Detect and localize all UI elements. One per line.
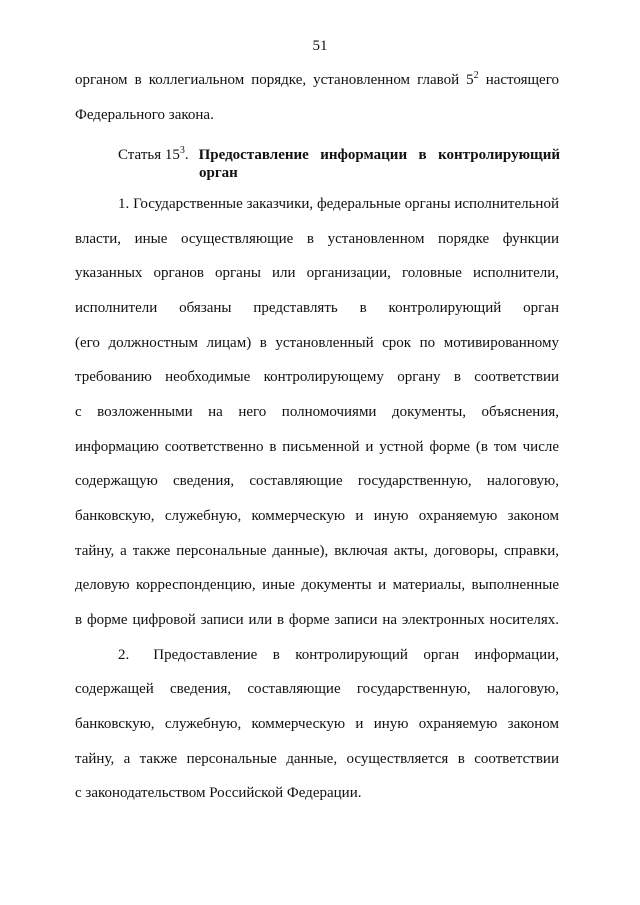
page-number: 51: [312, 38, 328, 54]
paragraph-1-line: 1. Государственные заказчики, федеральные органы исполнительной: [118, 196, 559, 212]
article-heading: [118, 146, 560, 182]
paragraph-2-line: банковскую, служебную, коммерческую и иную охраняемую законом: [75, 716, 559, 732]
paragraph-1-line: банковскую, служебную, коммерческую и иную охраняемую законом: [75, 508, 559, 524]
paragraph-1-line: власти, иные осуществляющие в установленном порядке функции: [75, 231, 559, 247]
paragraph-1-line: с возложенными на него полномочиями документы, объяснения,: [75, 404, 559, 420]
intro-line-1-after: настоящего: [478, 72, 559, 88]
paragraph-1-line: требованию необходимые контролирующему органу в соответствии: [75, 369, 559, 385]
paragraph-1-line: исполнители обязаны представлять в контролирующий орган: [75, 300, 559, 316]
paragraph-2-number: 2.: [118, 647, 130, 663]
paragraph-1-line: указанных органов органы или организации, головные исполнители,: [75, 265, 559, 281]
chapter-superscript: 2: [473, 70, 479, 81]
intro-line-1: [75, 70, 559, 90]
paragraph-2-line: с законодательством Российской Федерации.: [75, 785, 362, 801]
paragraph-1-line: содержащую сведения, составляющие государственную, налоговую,: [75, 473, 559, 489]
paragraph-2-line: тайну, а также персональные данные, осуществляется в соответствии: [75, 751, 559, 767]
article-title-line-1: Предоставление информации в контролирующий: [198, 147, 560, 163]
paragraph-1-line: информацию соответственно в письменной и устной форме (в том числе: [75, 439, 559, 455]
paragraph-1-line: в форме цифровой записи или в форме записи на электронных носителях.: [75, 612, 559, 628]
article-title-line-2: орган: [199, 165, 238, 181]
article-superscript: 3: [179, 145, 185, 156]
intro-line-2: Федерального закона.: [75, 107, 214, 123]
paragraph-2-line: содержащей сведения, составляющие государственную, налоговую,: [75, 681, 559, 697]
article-number: Статья $15^3$.: [118, 145, 189, 163]
paragraph-1-line: деловую корреспонденцию, иные документы и материалы, выполненные: [75, 577, 559, 593]
paragraph-2-first-line-text: Предоставление в контролирующий орган информации,: [153, 647, 559, 663]
paragraph-2-first-line: [118, 645, 559, 665]
paragraph-1-line: (его должностным лицам) в установленный срок по мотивированному: [75, 335, 559, 351]
intro-line-1-before: органом в коллегиальном порядке, установленном главой 5: [75, 72, 474, 88]
paragraph-1-line: тайну, а также персональные данные), включая акты, договоры, справки,: [75, 543, 559, 559]
